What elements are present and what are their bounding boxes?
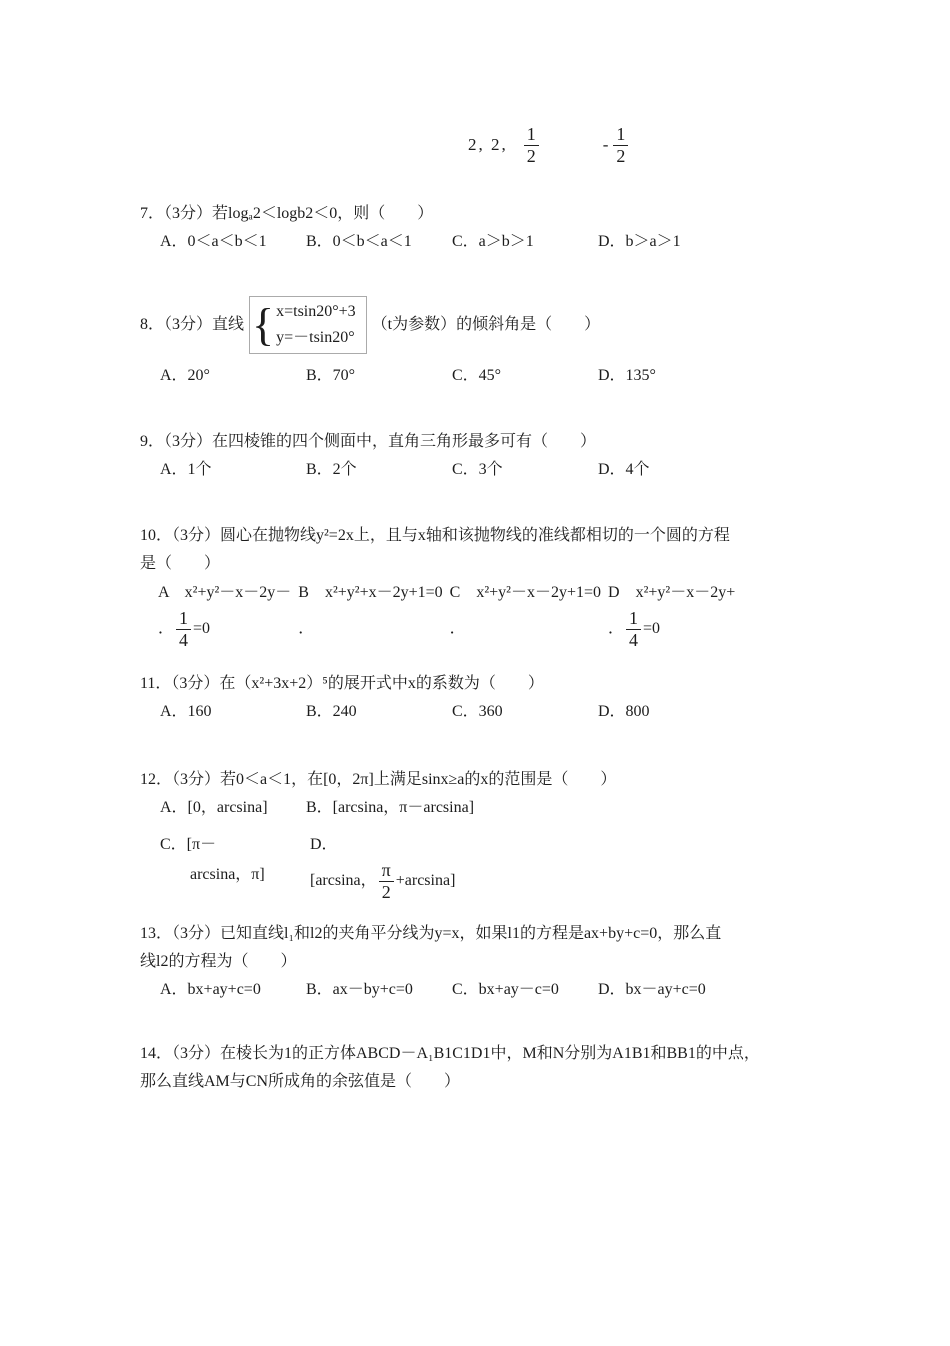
option-a: A．20°: [160, 367, 210, 384]
question-14: [140, 1040, 840, 1096]
option-a-continuation: [158, 606, 291, 652]
option-b-continuation: [298, 606, 442, 652]
question-7: [140, 200, 840, 256]
option-c: C．360: [452, 703, 503, 720]
question-11-stem: 11．（3分）在（x²+3x+2）⁵的展开式中x的系数为（ ）: [140, 675, 544, 692]
option-c: [450, 580, 601, 652]
fraction-denominator: 2: [524, 145, 539, 167]
fragment-lead: 2, 2,: [468, 135, 508, 154]
question-9-stem: 9．（3分）在四棱锥的四个侧面中，直角三角形最多可有（ ）: [140, 433, 597, 450]
option-b-expression: B x²+y²+x－2y+1=0: [298, 584, 443, 601]
fraction-numerator: 1: [616, 123, 626, 144]
continuation-dot: ．: [158, 620, 175, 637]
fraction-one-half: [524, 124, 539, 166]
option-c-expression: C x²+y²－x－2y+1=0: [449, 584, 602, 601]
option-d: D．135°: [598, 367, 656, 384]
parametric-equation-system: [249, 296, 367, 354]
option-c: C．45°: [452, 367, 502, 384]
question-10: [140, 522, 840, 652]
fraction-numerator: 1: [179, 607, 189, 628]
option-a: A．[0，arcsina]: [160, 799, 268, 816]
option-c-line2: arcsina，π]: [190, 866, 265, 883]
question-12-options-row2: [140, 830, 840, 902]
option-d-continuation: [608, 606, 735, 652]
option-b: B．0＜b＜a＜1: [306, 233, 412, 250]
fraction-one-quarter: [626, 608, 641, 650]
question-8-stem: [140, 296, 840, 354]
option-b: B．240: [306, 703, 357, 720]
option-c: [160, 830, 310, 902]
question-13: [140, 920, 840, 1004]
question-11-options: [140, 698, 840, 726]
question-14-stem-line1: 14．（3分）在棱长为1的正方体ABCD－A₁B1C1D1中，M和N分别为A1B1和BB1的中点，: [140, 1045, 760, 1063]
option-c-continuation: [450, 606, 601, 652]
fraction-one-half: [613, 124, 628, 166]
option-b: B．ax－by+c=0: [306, 981, 413, 999]
option-b: B．70°: [306, 367, 356, 384]
continuation-dot: ．: [608, 620, 625, 637]
question-9-options: [140, 456, 840, 484]
question-12-stem: 12．（3分）若0＜a＜1，在[0，2π]上满足sinx≥a的x的范围是（ ）: [140, 771, 617, 788]
option-b: [298, 580, 442, 652]
option-d: [608, 580, 735, 652]
question-7-stem: 7．（3分）若logₐ2＜logb2＜0，则（ ）: [140, 205, 434, 222]
option-d: D．b＞a＞1: [598, 233, 681, 250]
question-8: [140, 296, 840, 390]
option-c-line1: C．[π－: [160, 836, 217, 853]
option-d-expression: D x²+y²－x－2y+: [608, 584, 736, 601]
equation-y: y=－tsin20°: [276, 329, 355, 346]
option-d: [310, 830, 455, 902]
option-b: B．2个: [306, 461, 357, 478]
question-10-stem-line1: 10．（3分）圆心在抛物线y²=2x上，且与x轴和该抛物线的准线都相切的一个圆的方程: [140, 527, 730, 544]
question-14-stem-line2: 那么直线AM与CN所成角的余弦值是（ ）: [140, 1073, 461, 1091]
question-7-options: [140, 228, 840, 256]
question-13-stem-line1: 13．（3分）已知直线l₁和l2的夹角平分线为y=x，如果l1的方程是ax+by+c=0，那么直: [140, 925, 722, 943]
option-a: A．160: [160, 703, 212, 720]
question-10-options: [140, 580, 840, 652]
fraction-pi-over-2: [379, 860, 394, 902]
continuation-dot: ．: [298, 620, 315, 637]
option-b: B．[arcsina，π－arcsina]: [306, 799, 475, 816]
equals-zero: =0: [643, 620, 661, 637]
equals-zero: =0: [193, 620, 211, 637]
fraction-denominator: 4: [176, 629, 191, 651]
option-d: D．4个: [598, 461, 650, 478]
equation-x: x=tsin20°+3: [276, 303, 356, 320]
continuation-dot: ．: [449, 620, 466, 637]
option-d: D．800: [598, 703, 650, 720]
equation-lines: [276, 299, 356, 351]
option-d-label: D．: [310, 836, 338, 853]
option-a: [158, 580, 291, 652]
question-8-stem-suffix: （t为参数）的倾斜角是（ ）: [371, 316, 601, 333]
question-12-options-row1: [140, 794, 840, 822]
fraction-denominator: 2: [379, 881, 394, 903]
option-c: C．a＞b＞1: [452, 233, 534, 250]
fraction-numerator: 1: [629, 607, 639, 628]
option-a: A．1个: [160, 461, 212, 478]
question-11: [140, 670, 840, 726]
minus-sign: -: [602, 135, 609, 154]
question-9: [140, 428, 840, 484]
expression-fragment: [468, 118, 840, 172]
option-d: D．bx－ay+c=0: [598, 981, 706, 999]
option-a: A．0＜a＜b＜1: [160, 233, 267, 250]
option-a: A．bx+ay+c=0: [160, 981, 261, 999]
option-d-prefix: [arcsina，: [310, 872, 377, 890]
option-d-content: [310, 860, 455, 902]
option-c: C．bx+ay－c=0: [452, 981, 559, 999]
fraction-denominator: 4: [626, 629, 641, 651]
fraction-one-quarter: [176, 608, 191, 650]
option-c: C．3个: [452, 461, 503, 478]
question-8-options: [140, 362, 840, 390]
left-brace-icon: {: [252, 299, 275, 351]
fraction-denominator: 2: [613, 145, 628, 167]
question-8-stem-prefix: 8．（3分）直线: [140, 316, 245, 333]
question-12: [140, 766, 840, 902]
question-13-options: [140, 976, 840, 1004]
option-d-suffix: +arcsina]: [395, 872, 456, 890]
fraction-numerator: 1: [526, 123, 536, 144]
question-13-stem-line2: 线l2的方程为（ ）: [140, 953, 297, 971]
option-a-expression: A x²+y²－x－2y－: [158, 584, 292, 601]
fraction-numerator: π: [381, 860, 391, 880]
question-10-stem-line2: 是（ ）: [140, 555, 221, 572]
